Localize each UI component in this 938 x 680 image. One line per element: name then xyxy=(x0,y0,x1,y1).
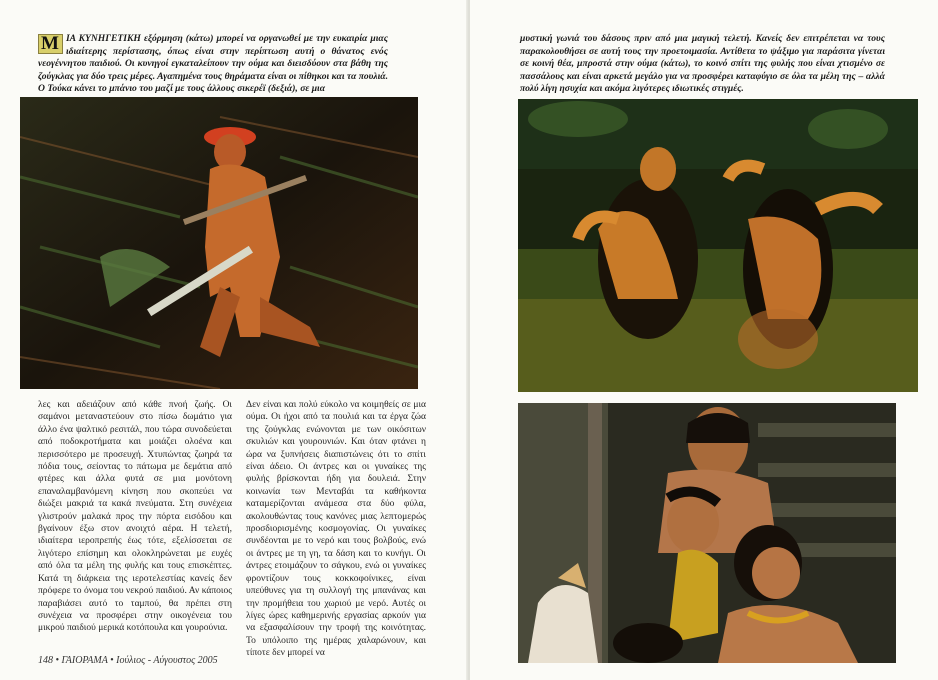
body-column-2: Δεν είναι και πολύ εύκολο να κοιμηθείς σε μια ούμα. Οι ήχοι από τα πουλιά και τα έργα ζώα της ζούγκλας ενώνονται με των οικόσιτων σκυλιών και γουρουνιών. Και όταν φτάνει η ώρα να ξυπνήσεις διαπιστώνεις ότι το σπίτι είναι άδειο. Οι άντρες και οι γυναίκες της φυλής βρίσκονται ήδη για δουλειά. Στην κοινωνία των Μενταβάι τα καθήκοντα καταμερίζονται ανάμεσα στα δύο φύλα, ακολουθώντας τους κανόνες μιας λεπτομερώς προσδιορισμένης κοσμογονίας. Οι γυναίκες συνδέονται με το νερό και τους βολβούς, ενώ οι άντρες με τη γη, τα δάση και το κυνήγι. Οι άντρες ετοιμάζουν το σάγκου, ενώ οι γυναίκες φροντίζουν τους κοκκοφοίνικες, είναι υπεύθυνες για τη συλλογή της μπανάνας και την προμήθεια του χωριού με νερό. Αυτές οι λίγες ώρες καθημερινής εργασίας αρκούν για να εξασφαλίσουν την τροφή της κοινότητας. Το υπόλοιπο της ημέρας χαλαρώνουν, και τίποτε δεν μπορεί να xyxy=(246,400,426,659)
right-intro-caption: μυστική γωνιά του δάσους πριν από μια μαγική τελετή. Κανείς δεν επιτρέπεται να τους παρακολουθήσει σε αυτή τους την προετοιμασία. Αντίθετα το ψάξιμο για παράσιτα γίνεται σε κοινή θέα, μπροστά στην ούμα (κάτω), το κοινό σπίτι της φυλής που είναι χτισμένο σε πασσάλους και είναι αρκετά μεγάλο για να προσφέρει καταφύγιο σε όλα τα μέλη της – αλλά πολύ λίγη ησυχία και ακόμα λιγότερες ιδιωτικές στιγμές. xyxy=(520,33,885,95)
left-intro-caption xyxy=(38,33,388,96)
left-intro-text: ΙΑ ΚΥΝΗΓΕΤΙΚΗ εξόρμηση (κάτω) μπορεί να οργανωθεί με την ευκαιρία μιας ιδιαίτερης περίστασης, όπως είναι στην περίπτωση αυτή ο θάνατος ενός νεογέννητου παιδιού. Οι κυνηγοί εγκαταλείπουν την ούμα και διεισδύουν στα βάθη της ζούγκλας για δύο τρεις μέρες. Αγαπημένα τους θηράματα είναι οι πίθηκοι και τα πουλιά. Ο Τούκα κάνει το μπάνιο του μαζί με τους άλλους σικερέϊ (δεξιά), σε μια xyxy=(38,33,388,95)
grooming-photo xyxy=(518,403,896,663)
left-page xyxy=(0,0,468,680)
grooming-photo-image xyxy=(518,403,896,663)
hunter-photo-image xyxy=(20,97,418,389)
page-folio: 148 • ΓΑΙΟΡΑΜΑ • Ιούλιος - Αύγουστος 2005 xyxy=(38,655,218,666)
drop-cap: Μ xyxy=(38,34,63,54)
hunter-photo xyxy=(20,97,418,389)
bathing-photo xyxy=(518,99,918,392)
bathing-photo-image xyxy=(518,99,918,392)
body-column-1: λες και αδειάζουν από κάθε πνοή ζωής. Οι σαμάνοι μεταναστεύουν στο πίσω δωμάτιο για άλλο ένα ψαλτικό ρεσιτάλ, που τώρα συνοδεύεται από ποδοκροτήματα και μοιάζει ολοένα και περισσότερο με προσευχή. Χτυπώντας ζωηρά τα πόδια τους, σείοντας το πάτωμα με δεμάτια από φτέρες και άλλα φυτά σε μια μονότονη επαναλαμβανόμενη κίνηση που σκοπεύει να διώξει μακριά τα κακά πνεύματα. Στη συνέχεια γλιστρούν μαλακά προς την πόρτα εισόδου και βγαίνουν έξω στον ανοιχτό αέρα. Η τελετή, ιδιαίτερα ιεροπρεπής έως τότε, εξελίσσεται σε λιγότερο επίσημη και ολοκληρώνεται με ευχές από όλα τα μέλη της φυλής και τους επισκέπτες. Κατά τη διάρκεια της ιεροτελεστίας κανείς δεν πρόφερε το όνομα του νεκρού παιδιού. Αν κάποιος παραβιάσει αυτό το ταμπού, θα πρέπει στη συνέχεια να προσφέρει στην οικογένεια του μικρού παιδιού μερικά κοτόπουλα και γουρούνια. xyxy=(38,400,232,634)
